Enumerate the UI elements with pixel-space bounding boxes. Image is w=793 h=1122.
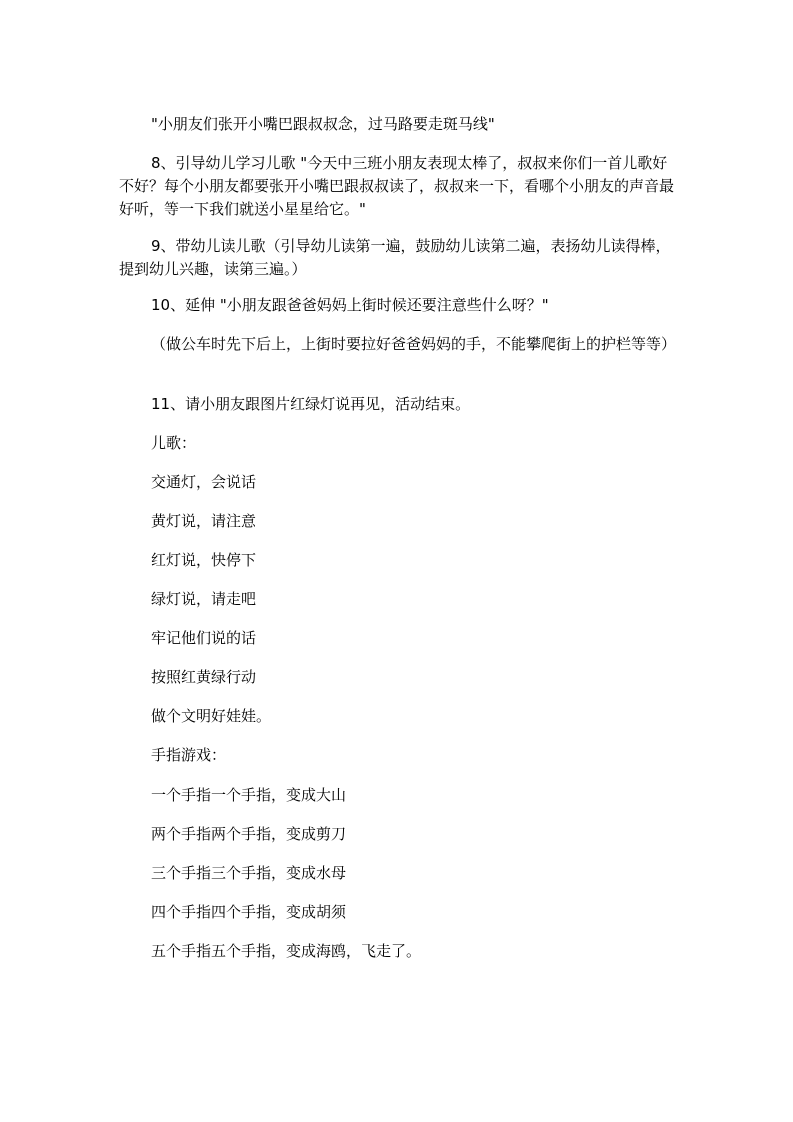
paragraph-step-10-note: （做公车时先下后上，上街时要拉好爸爸妈妈的手，不能攀爬街上的护栏等等） bbox=[151, 335, 677, 353]
paragraph-step-9: 9、带幼儿读儿歌（引导幼儿读第一遍，鼓励幼儿读第二遍，表扬幼儿读得棒，提到幼儿兴趣，读第三遍。） bbox=[119, 237, 671, 278]
paragraph-step-8: 8、引导幼儿学习儿歌 "今天中三班小朋友表现太棒了，叔叔来你们一首儿歌好不好？每个小朋友都要张开小嘴巴跟叔叔读了，叔叔来一下，看哪个小朋友的声音最好听，等一下我们就送小星星给它。" bbox=[119, 154, 675, 218]
game-heading: 手指游戏： bbox=[151, 746, 227, 764]
song-line: 牢记他们说的话 bbox=[151, 629, 257, 647]
song-line: 按照红黄绿行动 bbox=[151, 668, 257, 686]
game-line: 一个手指一个手指，变成大山 bbox=[151, 786, 347, 804]
paragraph-step-10: 10、延伸 "小朋友跟爸爸妈妈上街时候还要注意些什么呀？" bbox=[151, 296, 549, 314]
song-line: 黄灯说，请注意 bbox=[151, 512, 257, 530]
game-line: 四个手指四个手指，变成胡须 bbox=[151, 903, 347, 921]
game-line: 两个手指两个手指，变成剪刀 bbox=[151, 825, 347, 843]
game-line: 三个手指三个手指，变成水母 bbox=[151, 864, 347, 882]
song-line: 红灯说，快停下 bbox=[151, 551, 257, 569]
paragraph-step-11: 11、请小朋友跟图片红绿灯说再见，活动结束。 bbox=[151, 395, 471, 413]
song-line: 交通灯，会说话 bbox=[151, 473, 257, 491]
game-line: 五个手指五个手指，变成海鸥，飞走了。 bbox=[151, 942, 422, 960]
paragraph-intro-chant: "小朋友们张开小嘴巴跟叔叔念，过马路要走斑马线" bbox=[151, 115, 495, 133]
song-line: 绿灯说，请走吧 bbox=[151, 590, 257, 608]
song-line: 做个文明好娃娃。 bbox=[151, 707, 272, 725]
song-heading: 儿歌： bbox=[151, 434, 197, 452]
